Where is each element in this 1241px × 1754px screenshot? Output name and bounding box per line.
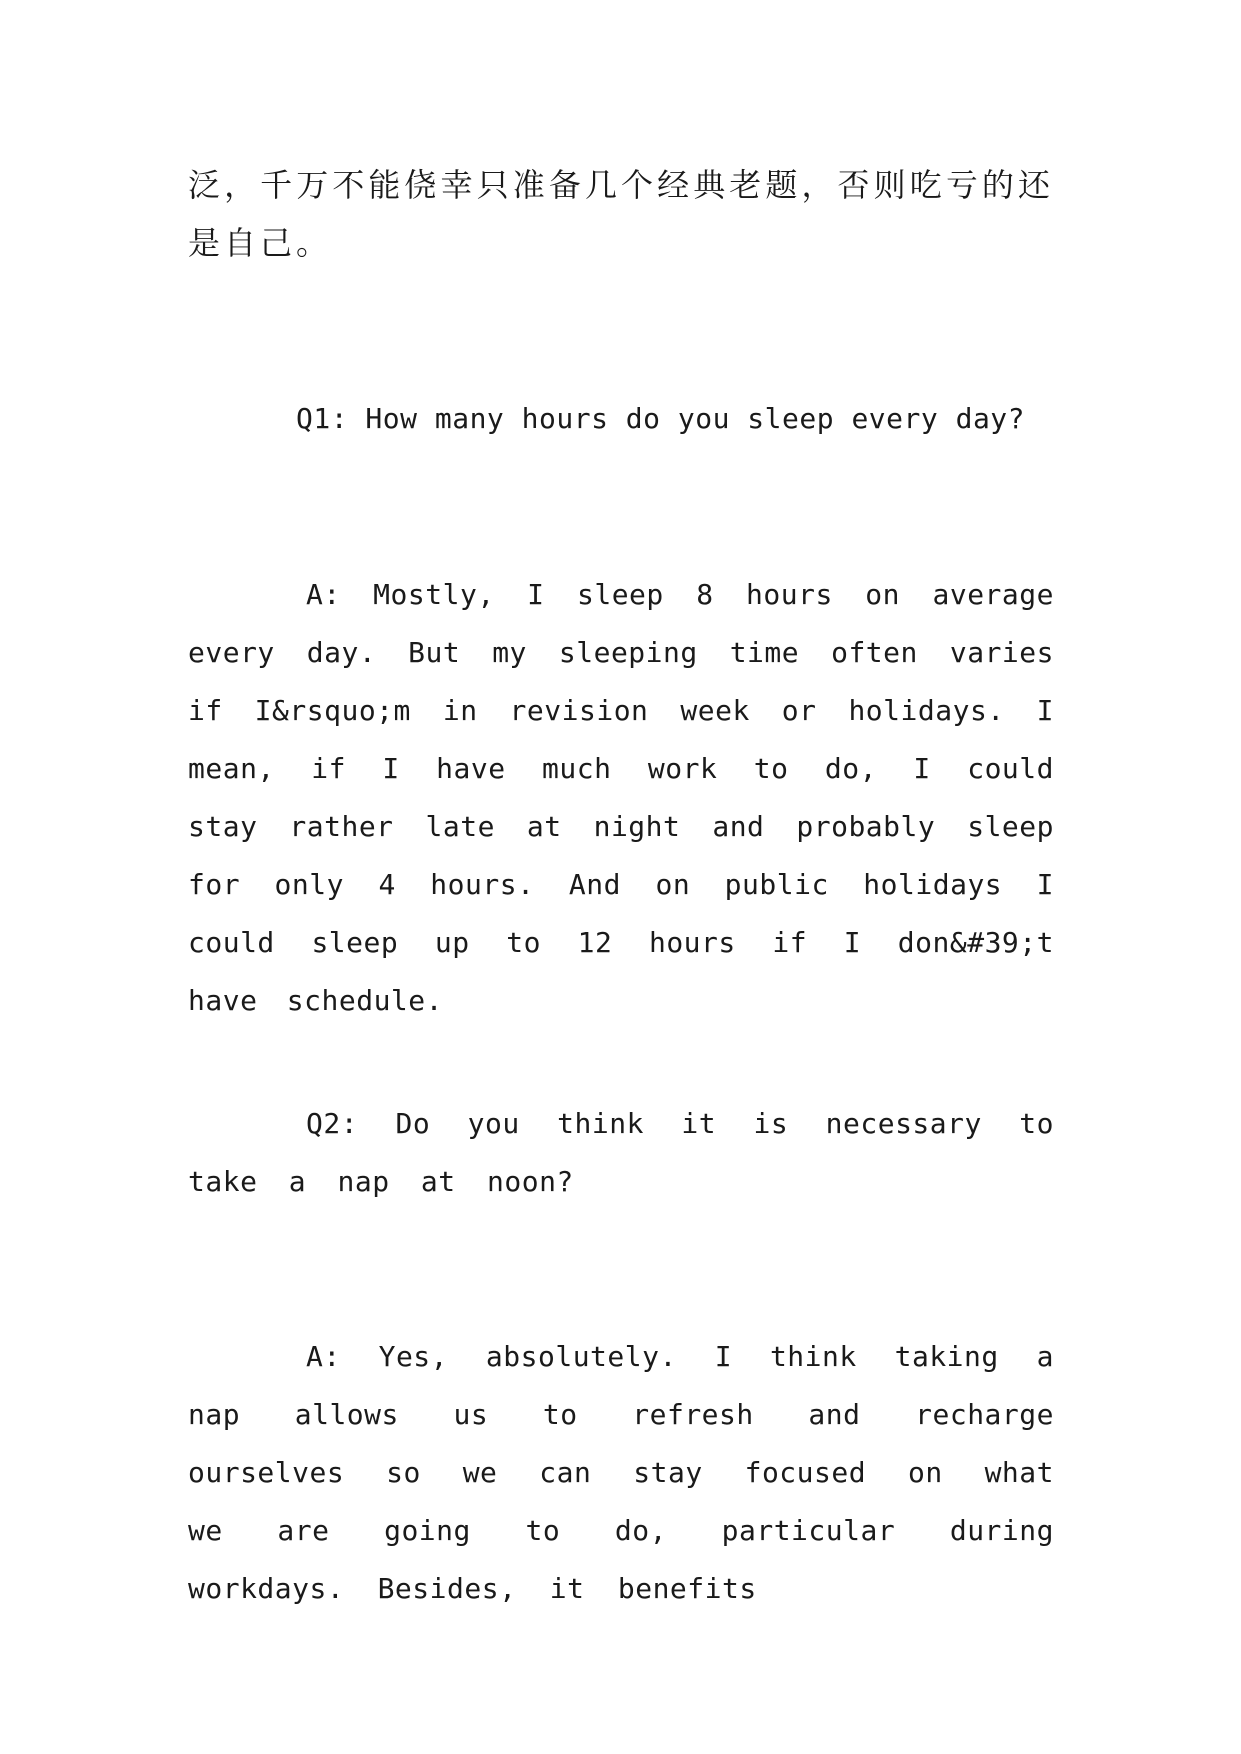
- question-1: Q1: How many hours do you sleep every day?: [296, 402, 1026, 435]
- question-2: Q2: Do you think it is necessary to take a nap at noon?: [188, 1107, 1054, 1198]
- answer-2: A: Yes, absolutely. I think taking a nap allows us to refresh and recharge ourselves so we can stay focused on what we are going to do, particular during workdays. Besides, it benefits: [188, 1340, 1054, 1605]
- answer-1: A: Mostly, I sleep 8 hours on average every day. But my sleeping time often varies if I&rsquo;m in revision week or holidays. I mean, if I have much work to do, I could stay rather late at night and probably sleep for only 4 hours. And on public holidays I could sleep up to 12 hours if I don&#39;t have schedule.: [188, 578, 1054, 1017]
- intro-paragraph: 泛，千万不能侥幸只准备几个经典老题，否则吃亏的还是自己。: [188, 166, 1054, 262]
